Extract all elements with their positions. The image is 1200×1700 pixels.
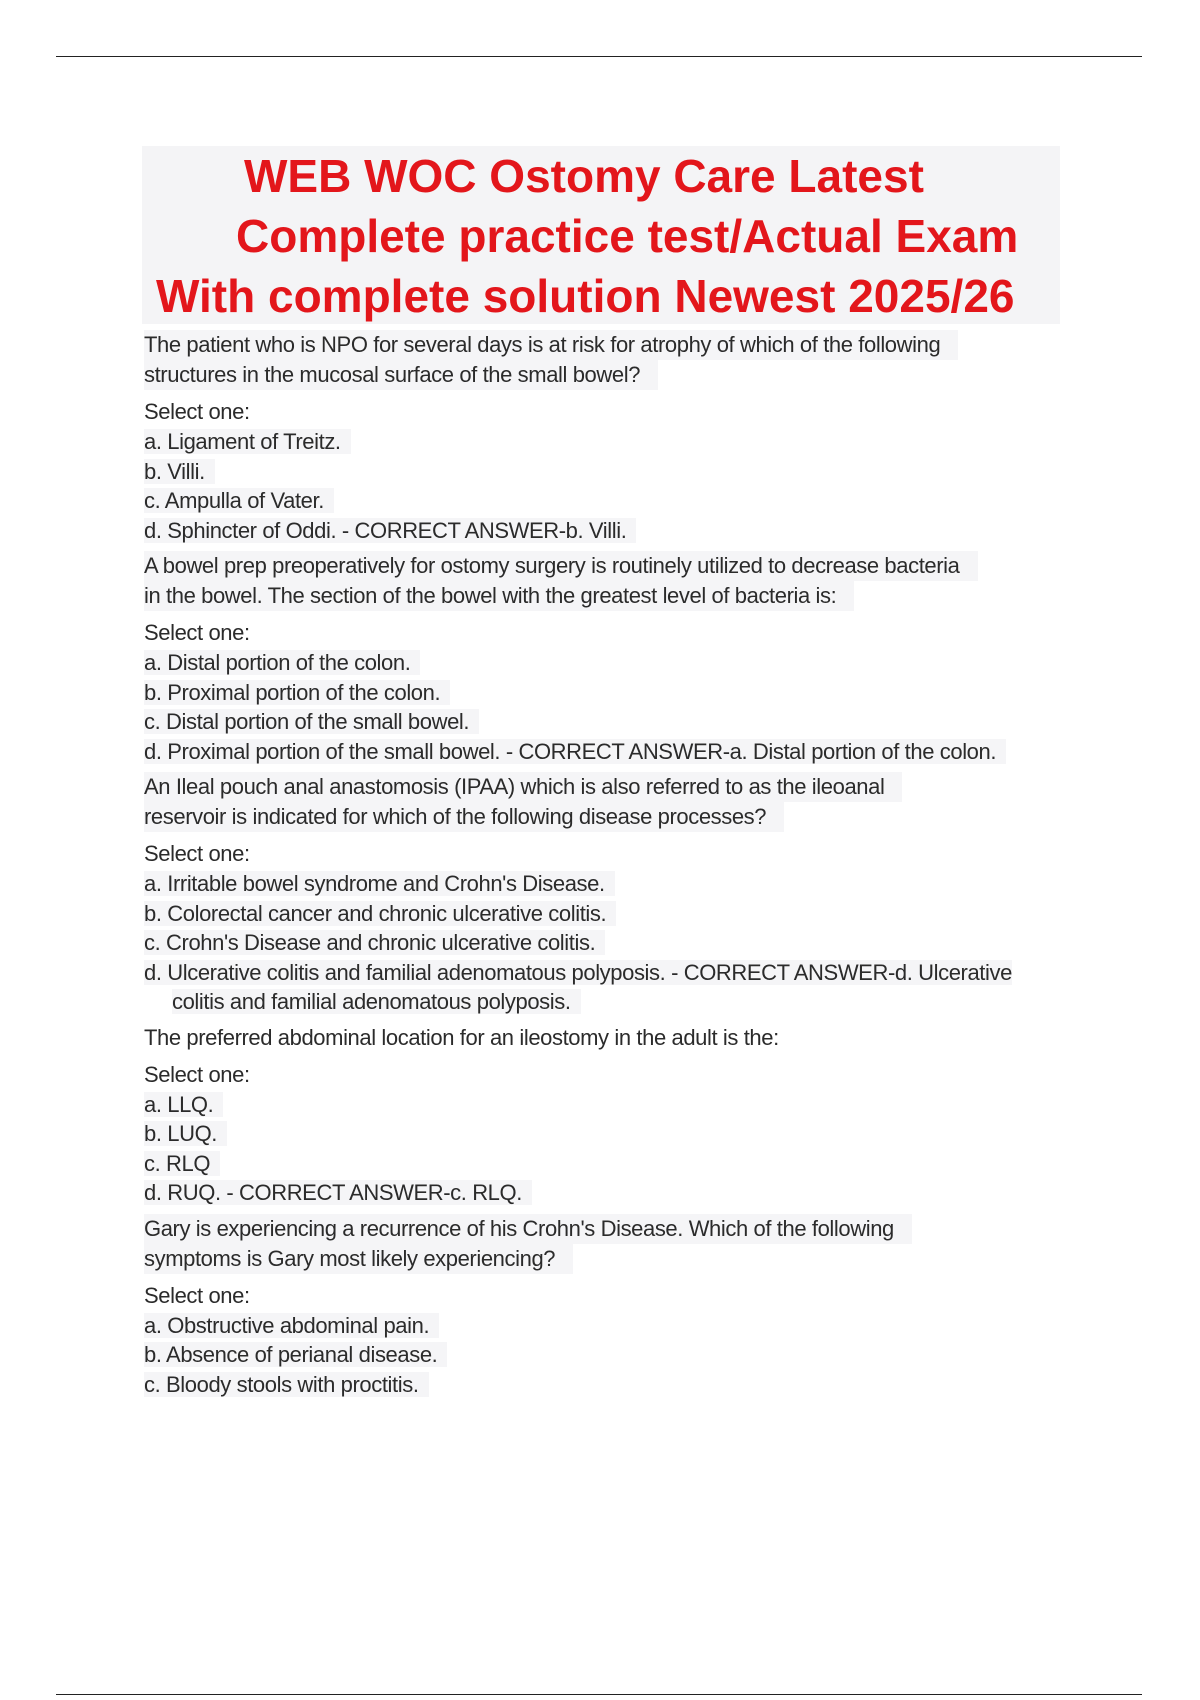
answer-option: a. Obstructive abdominal pain. bbox=[144, 1311, 1084, 1341]
question-prompt-line: in the bowel. The section of the bowel with the greatest level of bacteria is: bbox=[144, 581, 854, 611]
answer-options bbox=[144, 1090, 1084, 1208]
question-block bbox=[144, 1214, 1084, 1400]
document-title bbox=[142, 146, 1060, 324]
answer-option: b. Colorectal cancer and chronic ulcerative colitis. bbox=[144, 899, 1084, 929]
answer-option: c. Bloody stools with proctitis. bbox=[144, 1370, 1084, 1400]
title-line-3: With complete solution Newest 2025/26 bbox=[156, 270, 1015, 322]
answer-options bbox=[144, 648, 1084, 766]
answer-option: c. Ampulla of Vater. bbox=[144, 486, 1084, 516]
question-prompt-line: symptoms is Gary most likely experiencing? bbox=[144, 1244, 573, 1274]
select-one-label: Select one: bbox=[144, 620, 250, 645]
answer-option: b. LUQ. bbox=[144, 1119, 1084, 1149]
answer-option: a. Irritable bowel syndrome and Crohn's Disease. bbox=[144, 869, 1084, 899]
question-prompt-line: A bowel prep preoperatively for ostomy surgery is routinely utilized to decrease bacteria bbox=[144, 551, 978, 581]
question-prompt-line: The preferred abdominal location for an ileostomy in the adult is the: bbox=[144, 1024, 779, 1050]
answer-option-with-correct-answer: d. RUQ. - CORRECT ANSWER-c. RLQ. bbox=[144, 1178, 1084, 1208]
answer-option: c. Crohn's Disease and chronic ulcerative colitis. bbox=[144, 928, 1084, 958]
answer-options bbox=[144, 427, 1084, 545]
answer-option-with-correct-answer: d. Proximal portion of the small bowel. - CORRECT ANSWER-a. Distal portion of the colon. bbox=[144, 737, 1062, 767]
question-prompt-line: The patient who is NPO for several days is at risk for atrophy of which of the following bbox=[144, 330, 958, 360]
select-one-label: Select one: bbox=[144, 399, 250, 424]
answer-option: a. Ligament of Treitz. bbox=[144, 427, 1084, 457]
question-prompt-line: Gary is experiencing a recurrence of his Crohn's Disease. Which of the following bbox=[144, 1214, 912, 1244]
answer-option: b. Absence of perianal disease. bbox=[144, 1340, 1084, 1370]
answer-option: b. Villi. bbox=[144, 457, 1084, 487]
question-prompt-line: An Ileal pouch anal anastomosis (IPAA) which is also referred to as the ileoanal bbox=[144, 772, 902, 802]
title-line-2: Complete practice test/Actual Exam bbox=[236, 210, 1019, 262]
answer-option: c. Distal portion of the small bowel. bbox=[144, 707, 1084, 737]
question-block bbox=[144, 772, 1084, 1017]
select-one-label: Select one: bbox=[144, 841, 250, 866]
question-block bbox=[144, 1023, 1084, 1208]
question-list bbox=[144, 330, 1084, 1405]
answer-option: a. Distal portion of the colon. bbox=[144, 648, 1084, 678]
question-prompt-line: structures in the mucosal surface of the small bowel? bbox=[144, 360, 658, 390]
answer-options bbox=[144, 869, 1084, 1017]
answer-option: c. RLQ bbox=[144, 1149, 1084, 1179]
answer-option-with-correct-answer: d. Ulcerative colitis and familial adenomatous polyposis. - CORRECT ANSWER-d. Ulcerative colitis and familial adenomatous polyposis. bbox=[144, 959, 1012, 1014]
title-line-1: WEB WOC Ostomy Care Latest bbox=[244, 150, 924, 202]
select-one-label: Select one: bbox=[144, 1061, 250, 1087]
answer-option: b. Proximal portion of the colon. bbox=[144, 678, 1084, 708]
answer-options bbox=[144, 1311, 1084, 1400]
answer-option-with-correct-answer: d. Sphincter of Oddi. - CORRECT ANSWER-b. Villi. bbox=[144, 516, 1084, 546]
question-block bbox=[144, 551, 1084, 766]
question-block bbox=[144, 330, 1084, 545]
footer-rule bbox=[56, 1694, 1142, 1695]
select-one-label: Select one: bbox=[144, 1282, 250, 1308]
answer-option: a. LLQ. bbox=[144, 1090, 1084, 1120]
question-prompt-line: reservoir is indicated for which of the following disease processes? bbox=[144, 802, 784, 832]
header-rule bbox=[56, 56, 1142, 57]
